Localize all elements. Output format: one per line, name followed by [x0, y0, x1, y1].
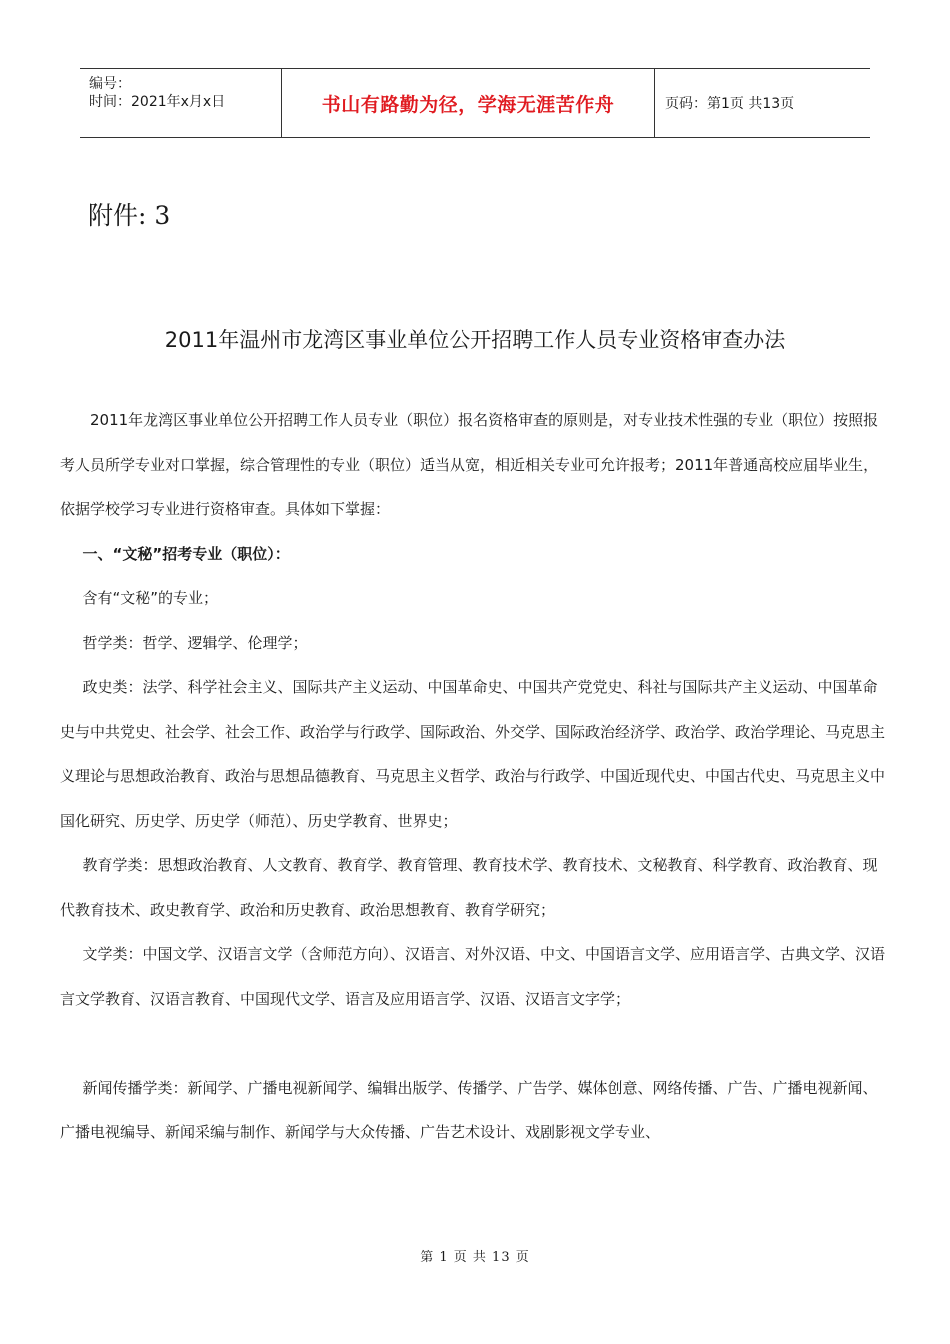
- paragraph-education: 教育学类：思想政治教育、人文教育、教育学、教育管理、教育技术学、教育技术、文秘教育、科学教育、政治教育、现代教育技术、政史教育学、政治和历史教育、政治思想教育、教育学研究；: [60, 856, 878, 919]
- header-page-info: 页码：第1页 共13页: [665, 96, 795, 112]
- paragraph-literature: 文学类：中国文学、汉语言文学（含师范方向）、汉语言、对外汉语、中文、中国语言文学、应用语言学、古典文学、汉语言文学教育、汉语言教育、中国现代文学、语言及应用语言学、汉语、汉语言文字学；: [60, 945, 886, 1008]
- document-body: [60, 398, 892, 1155]
- header-meta: [80, 69, 282, 137]
- paragraph-spacer: [60, 1021, 892, 1066]
- number-label: 编号：: [89, 76, 131, 92]
- paragraph-politics: 政史类：法学、科学社会主义、国际共产主义运动、中国革命史、中国共产党党史、科社与国际共产主义运动、中国革命史与中共党史、社会学、社会工作、政治学与行政学、国际政治、外交学、国际政治经济学、政治学、政治学理论、马克思主义理论与思想政治教育、政治与思想品德教育、马克思主义哲学、政治与行政学、中国近现代史、中国古代史、马克思主义中国化研究、历史学、历史学（师范）、历史学教育、世界史；: [60, 678, 886, 830]
- header-motto: 书山有路勤为径，学海无涯苦作舟: [282, 69, 655, 137]
- paragraph-contains: 含有“文秘”的专业；: [82, 589, 219, 607]
- attachment-label: 附件: 3: [88, 201, 171, 230]
- section-heading: 一、“文秘”招考专业（职位）：: [82, 544, 290, 563]
- document-title: 2011年温州市龙湾区事业单位公开招聘工作人员专业资格审查办法: [164, 328, 786, 352]
- intro-paragraph: 2011年龙湾区事业单位公开招聘工作人员专业（职位）报名资格审查的原则是，对专业技术性强的专业（职位）按照报考人员所学专业对口掌握，综合管理性的专业（职位）适当从宽，相近相关专业可允许报考；2011年普通高校应届毕业生，依据学校学习专业进行资格审查。具体如下掌握：: [60, 411, 879, 518]
- page-footer: 第 1 页 共 13 页: [420, 1250, 530, 1265]
- date-label: 时间：2021年x月x日: [89, 94, 226, 110]
- paragraph-journalism: 新闻传播学类：新闻学、广播电视新闻学、编辑出版学、传播学、广告学、媒体创意、网络传播、广告、广播电视新闻、广播电视编导、新闻采编与制作、新闻学与大众传播、广告艺术设计、戏剧影视文学专业、: [60, 1078, 878, 1141]
- paragraph-philosophy: 哲学类：哲学、逻辑学、伦理学；: [82, 633, 308, 652]
- page-header: [80, 68, 870, 138]
